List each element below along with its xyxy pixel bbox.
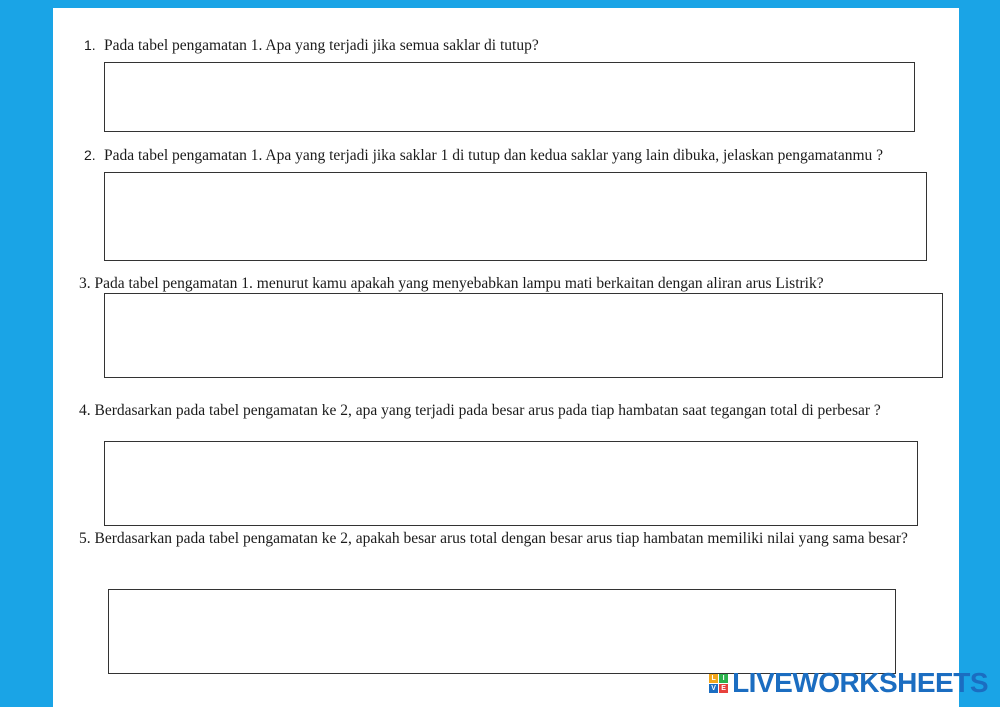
logo-letter-v: V (709, 684, 718, 693)
question-3-text: 3. Pada tabel pengamatan 1. menurut kamu apakah yang menyebabkan lampu mati berkaitan dengan aliran arus Listrik? (79, 275, 824, 292)
question-5-text: 5. Berdasarkan pada tabel pengamatan ke 2, apakah besar arus total dengan besar arus tiap hambatan memiliki nilai yang sama besar? (79, 530, 908, 547)
liveworksheets-mark-icon (709, 674, 728, 693)
question-2 (84, 145, 883, 166)
question-3 (79, 273, 824, 294)
question-1-number: 1. (84, 37, 96, 53)
answer-box-1[interactable] (104, 62, 915, 132)
worksheet-page (53, 8, 959, 707)
question-1-text: Pada tabel pengamatan 1. Apa yang terjadi jika semua saklar di tutup? (104, 37, 539, 54)
question-4 (79, 400, 881, 421)
liveworksheets-wordmark: LIVEWORKSHEETS (732, 667, 988, 698)
logo-letter-l: L (709, 674, 718, 683)
answer-input-5[interactable] (109, 590, 895, 673)
answer-box-2[interactable] (104, 172, 927, 261)
question-4-text: 4. Berdasarkan pada tabel pengamatan ke 2, apa yang terjadi pada besar arus pada tiap hambatan saat tegangan total di perbesar ? (79, 402, 881, 419)
question-5 (79, 528, 929, 549)
answer-box-3[interactable] (104, 293, 943, 378)
logo-letter-e: E (719, 684, 728, 693)
question-2-text: Pada tabel pengamatan 1. Apa yang terjadi jika saklar 1 di tutup dan kedua saklar yang lain dibuka, jelaskan pengamatanmu ? (104, 147, 884, 164)
logo-letter-i: I (719, 674, 728, 683)
answer-input-2[interactable] (105, 173, 926, 260)
answer-box-5[interactable] (108, 589, 896, 674)
answer-input-1[interactable] (105, 63, 914, 131)
answer-input-3[interactable] (105, 294, 942, 377)
answer-box-4[interactable] (104, 441, 918, 526)
answer-input-4[interactable] (105, 442, 917, 525)
liveworksheets-logo (709, 669, 988, 697)
question-1 (84, 35, 539, 56)
question-2-number: 2. (84, 147, 96, 163)
